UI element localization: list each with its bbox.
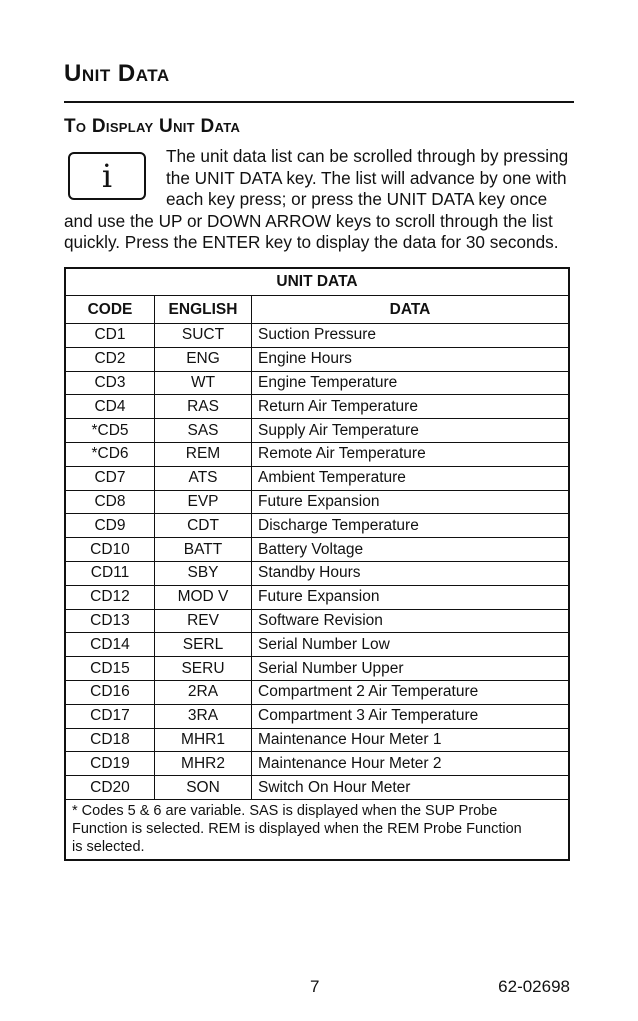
cell-data: Remote Air Temperature (252, 442, 570, 466)
column-header-data: DATA (252, 296, 570, 324)
table-row (65, 395, 569, 419)
cell-english: SERL (155, 633, 252, 657)
table-row (65, 657, 569, 681)
footnote-line: * Codes 5 & 6 are variable. SAS is displayed when the SUP Probe (72, 802, 498, 819)
table-row (65, 419, 569, 443)
cell-data: Maintenance Hour Meter 2 (252, 752, 570, 776)
cell-code: CD15 (65, 657, 155, 681)
cell-code: CD17 (65, 704, 155, 728)
cell-english: EVP (155, 490, 252, 514)
cell-code: CD8 (65, 490, 155, 514)
cell-english: ATS (155, 466, 252, 490)
cell-code: CD4 (65, 395, 155, 419)
cell-data: Serial Number Upper (252, 657, 570, 681)
cell-data: Return Air Temperature (252, 395, 570, 419)
cell-english: RAS (155, 395, 252, 419)
intro-line: quickly. Press the ENTER key to display the data for 30 seconds. (64, 232, 559, 253)
unit-data-table (64, 267, 570, 861)
cell-english: 2RA (155, 680, 252, 704)
cell-data: Engine Temperature (252, 371, 570, 395)
cell-english: MHR1 (155, 728, 252, 752)
cell-english: REV (155, 609, 252, 633)
intro-line: and use the UP or DOWN ARROW keys to scroll through the list (64, 210, 553, 231)
intro-line: each key press; or press the UNIT DATA key once (166, 189, 548, 210)
cell-english: SUCT (155, 324, 252, 348)
cell-english: 3RA (155, 704, 252, 728)
cell-english: SON (155, 776, 252, 800)
page-title: Unit Data (64, 60, 170, 87)
table-row (65, 490, 569, 514)
table-row (65, 466, 569, 490)
cell-data: Compartment 3 Air Temperature (252, 704, 570, 728)
table-footnote (65, 799, 569, 860)
document-number: 62-02698 (498, 977, 570, 996)
cell-english: SERU (155, 657, 252, 681)
table-row (65, 728, 569, 752)
cell-data: Suction Pressure (252, 324, 570, 348)
cell-data: Future Expansion (252, 490, 570, 514)
page-number: 7 (310, 977, 320, 996)
table-row (65, 538, 569, 562)
table-row (65, 704, 569, 728)
cell-data: Ambient Temperature (252, 466, 570, 490)
intro-paragraph (64, 146, 576, 254)
cell-code: CD14 (65, 633, 155, 657)
cell-code: CD20 (65, 776, 155, 800)
cell-code: CD1 (65, 324, 155, 348)
cell-data: Engine Hours (252, 347, 570, 371)
intro-line: The unit data list can be scrolled through by pressing (166, 146, 569, 166)
table-row (65, 633, 569, 657)
cell-english: MOD V (155, 585, 252, 609)
table-row (65, 776, 569, 800)
info-key-glyph: i (101, 157, 113, 195)
cell-code: CD12 (65, 585, 155, 609)
title-rule (64, 101, 574, 103)
table-row (65, 514, 569, 538)
cell-english: ENG (155, 347, 252, 371)
cell-code: *CD5 (65, 419, 155, 443)
cell-english: REM (155, 442, 252, 466)
cell-data: Supply Air Temperature (252, 419, 570, 443)
section-heading: To Display Unit Data (64, 116, 241, 137)
cell-code: CD13 (65, 609, 155, 633)
cell-data: Discharge Temperature (252, 514, 570, 538)
cell-data: Future Expansion (252, 585, 570, 609)
intro-line: the UNIT DATA key. The list will advance by one with (166, 167, 567, 188)
cell-english: MHR2 (155, 752, 252, 776)
cell-code: CD9 (65, 514, 155, 538)
table-title: UNIT DATA (65, 268, 569, 296)
cell-english: WT (155, 371, 252, 395)
cell-data: Battery Voltage (252, 538, 570, 562)
cell-data: Serial Number Low (252, 633, 570, 657)
cell-code: CD11 (65, 561, 155, 585)
table-row (65, 585, 569, 609)
cell-code: CD3 (65, 371, 155, 395)
cell-code: CD2 (65, 347, 155, 371)
cell-code: CD18 (65, 728, 155, 752)
table-row (65, 347, 569, 371)
table-row (65, 371, 569, 395)
cell-english: CDT (155, 514, 252, 538)
column-header-english: ENGLISH (155, 296, 252, 324)
cell-code: CD16 (65, 680, 155, 704)
cell-code: CD10 (65, 538, 155, 562)
footnote-line: is selected. (72, 838, 145, 855)
cell-code: CD7 (65, 466, 155, 490)
cell-english: SAS (155, 419, 252, 443)
table-row (65, 324, 569, 348)
cell-code: *CD6 (65, 442, 155, 466)
table-row (65, 561, 569, 585)
cell-data: Compartment 2 Air Temperature (252, 680, 570, 704)
table-row (65, 752, 569, 776)
table-row (65, 680, 569, 704)
cell-english: BATT (155, 538, 252, 562)
cell-data: Software Revision (252, 609, 570, 633)
footnote-line: Function is selected. REM is displayed when the REM Probe Function (72, 820, 522, 837)
cell-data: Switch On Hour Meter (252, 776, 570, 800)
cell-code: CD19 (65, 752, 155, 776)
cell-data: Standby Hours (252, 561, 570, 585)
table-row (65, 442, 569, 466)
cell-english: SBY (155, 561, 252, 585)
cell-data: Maintenance Hour Meter 1 (252, 728, 570, 752)
table-row (65, 609, 569, 633)
column-header-code: CODE (65, 296, 155, 324)
